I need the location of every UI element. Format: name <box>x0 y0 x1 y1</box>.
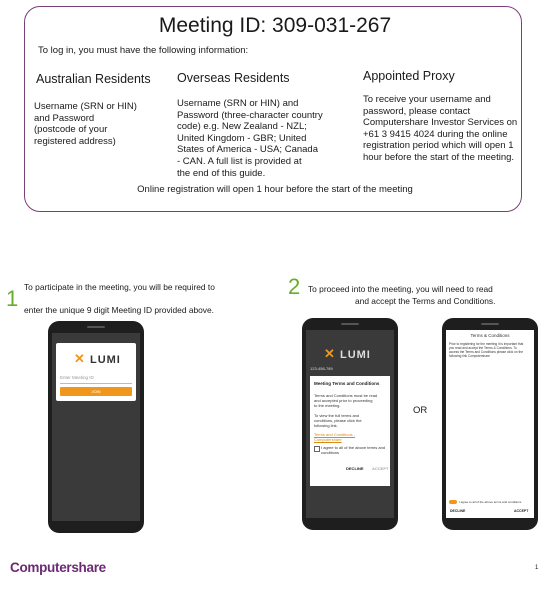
body-line: registration period which will open 1 <box>363 140 514 152</box>
text-line: conditions, please click the <box>314 418 362 423</box>
phone-meeting-id <box>48 321 144 533</box>
computershare-logo: Computershare <box>10 560 106 575</box>
step-1-line-2: enter the unique 9 digit Meeting ID provided above. <box>24 305 214 315</box>
lumi-logo-text: LUMI <box>89 354 121 366</box>
text-line: you read and accept the Terms & Conditions. To <box>449 346 517 350</box>
decline-button[interactable]: DECLINE <box>346 466 364 471</box>
phone-speaker <box>87 326 105 328</box>
step-1-line-1: To participate in the meeting, you will be required to <box>24 282 215 292</box>
phone-terms-page <box>442 318 538 530</box>
step-1-number: 1 <box>6 286 19 311</box>
registration-note: Online registration will open 1 hour before the start of the meeting <box>137 184 413 195</box>
body-line: United Kingdom - GBR; United <box>177 132 307 144</box>
phone-screen <box>306 330 394 518</box>
agree-toggle[interactable] <box>449 500 457 504</box>
body-line: password, please contact <box>363 105 471 117</box>
dialog-text-2 <box>314 413 362 428</box>
decline-button[interactable]: DECLINE <box>450 509 466 513</box>
text-line: following link Computershare <box>449 354 490 358</box>
phone-screen <box>446 330 534 518</box>
body-line: the end of this guide. <box>177 167 266 179</box>
step-2-line-2: and accept the Terms and Conditions. <box>355 296 496 306</box>
terms-page-title: Terms & Conditions <box>470 333 510 338</box>
text-line: and accepted prior to proceeding <box>314 398 373 403</box>
accept-button[interactable]: ACCEPT <box>372 466 389 471</box>
text-line: conditions <box>321 450 340 455</box>
dialog-text-1 <box>314 393 377 408</box>
login-intro: To log in, you must have the following information: <box>38 45 249 56</box>
body-line: To receive your username and <box>363 94 491 105</box>
text-line: To view the full terms and <box>314 413 360 418</box>
australian-body <box>34 101 137 147</box>
terms-link[interactable]: Terms and Conditions - Computershare <box>314 432 356 442</box>
text-line: to the meeting. <box>314 403 341 408</box>
phone-screen <box>52 333 140 521</box>
body-line: Computershare Investor Services on <box>363 117 518 129</box>
proxy-heading: Appointed Proxy <box>363 69 455 83</box>
lumi-logo: ✕ LUMI <box>324 346 371 361</box>
page-number: 1 <box>535 565 539 571</box>
body-line: States of America - USA; Canada <box>177 144 318 156</box>
checkbox-label <box>321 445 385 455</box>
phone-speaker <box>481 323 499 325</box>
step-2-number: 2 <box>288 274 301 299</box>
body-line: - CAN. A full list is provided at <box>177 155 302 167</box>
join-button[interactable]: JOIN <box>60 387 132 396</box>
lumi-logo-text: LUMI <box>339 349 371 361</box>
body-line: registered address) <box>34 135 116 147</box>
body-line: (postcode of your <box>34 124 108 136</box>
toggle-label: I agree to all of the above terms and conditions <box>459 500 522 504</box>
proxy-body <box>363 94 517 164</box>
body-line: and Password <box>34 112 95 124</box>
meeting-code: 123-456-789 <box>310 366 333 371</box>
body-line: +61 3 9415 4024 during the online <box>363 128 508 140</box>
phone-speaker <box>341 323 359 325</box>
lumi-logo: ✕ LUMI <box>74 351 121 366</box>
terms-dialog <box>310 376 390 486</box>
australian-heading: Australian Residents <box>36 72 151 86</box>
accept-button[interactable]: ACCEPT <box>514 509 529 513</box>
agree-checkbox[interactable] <box>314 446 320 452</box>
text-line: Prior to registering for the meeting it is important that <box>449 342 524 346</box>
overseas-body <box>177 98 323 179</box>
overseas-heading: Overseas Residents <box>177 71 290 85</box>
meeting-id-title: Meeting ID: 309-031-267 <box>158 14 392 37</box>
login-card <box>56 343 136 401</box>
or-label: OR <box>413 405 428 416</box>
meeting-id-input[interactable]: Enter Meeting ID <box>60 375 132 384</box>
body-line: code) e.g. New Zealand - NZL; <box>177 121 307 133</box>
text-line: Terms and Conditions must be read <box>314 393 378 398</box>
body-line: Password (three-character country <box>177 109 323 121</box>
text-line: I agree to all of the above terms and <box>321 445 386 450</box>
terms-page-text <box>449 342 523 358</box>
text-line: access the Terms and Conditions please click on the <box>449 350 524 354</box>
text-line: following link. <box>314 423 338 428</box>
body-line: Username (SRN or HIN) <box>34 101 137 112</box>
body-line: Username (SRN or HIN) and <box>177 98 299 109</box>
dialog-title: Meeting Terms and Conditions <box>314 381 380 386</box>
body-line: hour before the start of the meeting. <box>363 151 515 163</box>
phone-terms-dialog <box>302 318 398 530</box>
step-2-line-1: To proceed into the meeting, you will need to read <box>308 284 493 294</box>
